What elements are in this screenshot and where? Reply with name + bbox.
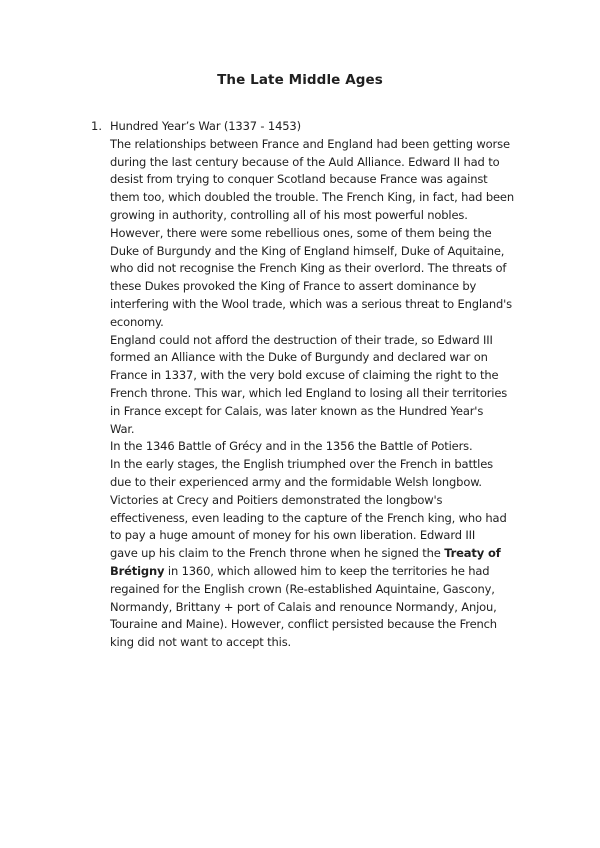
text-line: France in 1337, with the very bold excuse of claiming the right to the	[110, 368, 499, 383]
text-line: these Dukes provoked the King of France to assert dominance by	[110, 279, 477, 294]
text-line: formed an Alliance with the Duke of Burgundy and declared war on	[110, 350, 488, 365]
treaty-name-bold-cont: Brétigny	[110, 563, 165, 578]
text-line: In the early stages, the English triumphed over the French in battles	[110, 457, 493, 472]
text-line: The relationships between France and England had been getting worse	[110, 136, 510, 151]
text-line-treaty-cont	[110, 563, 550, 581]
text-line: However, there were some rebellious ones, some of them being the	[110, 225, 492, 240]
section-content	[110, 118, 550, 652]
text-line: In the 1346 Battle of Grécy and in the 1356 the Battle of Potiers.	[110, 439, 473, 454]
text-line: effectiveness, even leading to the capture of the French king, who had	[110, 510, 507, 525]
text-line: them too, which doubled the trouble. The French King, in fact, had been	[110, 190, 514, 205]
treaty-name-bold: Treaty of	[444, 546, 501, 561]
text-line: Victories at Crecy and Poitiers demonstrated the longbow's	[110, 492, 443, 507]
text-line: interfering with the Wool trade, which was a serious threat to England's	[110, 296, 512, 311]
text-line: who did not recognise the French King as their overlord. The threats of	[110, 261, 507, 276]
text-line: War.	[110, 421, 135, 436]
text-line: growing in authority, controlling all of his most powerful nobles.	[110, 207, 468, 222]
text-line: economy.	[110, 314, 164, 329]
text-line: Normandy, Brittany + port of Calais and renounce Normandy, Anjou,	[110, 599, 497, 614]
text-line: French throne. This war, which led England to losing all their territories	[110, 385, 508, 400]
section-heading: Hundred Year’s War (1337 - 1453)	[110, 119, 301, 133]
text-line: England could not afford the destruction of their trade, so Edward III	[110, 332, 493, 347]
text-line: to pay a huge amount of money for his own liberation. Edward III	[110, 528, 476, 543]
text-line: king did not want to accept this.	[110, 635, 292, 650]
treaty-line-text: gave up his claim to the French throne when he signed the	[110, 546, 445, 561]
text-line: in France except for Calais, was later known as the Hundred Year's	[110, 403, 484, 418]
text-line: regained for the English crown (Re-established Aquintaine, Gascony,	[110, 581, 495, 596]
text-line: Duke of Burgundy and the King of England himself, Duke of Aquitaine,	[110, 243, 505, 258]
text-line-treaty	[110, 545, 550, 563]
treaty-line-text-after: in 1360, which allowed him to keep the territories he had	[164, 563, 490, 578]
text-line: Touraine and Maine). However, conflict persisted because the French	[110, 617, 497, 632]
list-number: 1.	[91, 119, 102, 133]
text-line: desist from trying to conquer Scotland because France was against	[110, 172, 488, 187]
text-line: during the last century because of the Auld Alliance. Edward II had to	[110, 154, 500, 169]
text-line: due to their experienced army and the formidable Welsh longbow.	[110, 474, 482, 489]
page-title: The Late Middle Ages	[217, 72, 383, 88]
